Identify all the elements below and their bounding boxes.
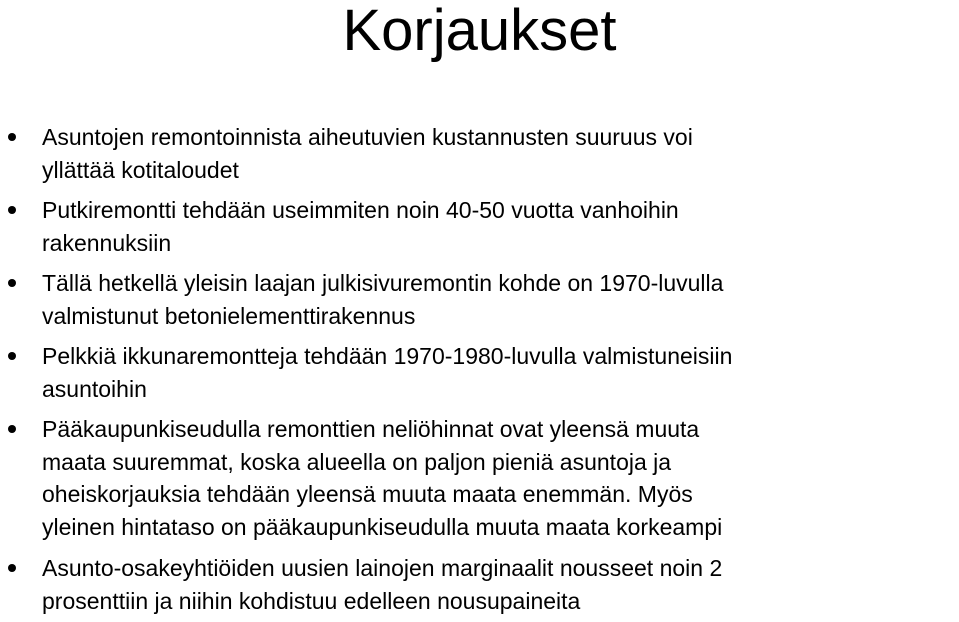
bullet-line: Pääkaupunkiseudulla remonttien neliöhinnat ovat yleensä muuta xyxy=(42,416,700,442)
bullet-text xyxy=(42,413,957,543)
bullet-dot-icon xyxy=(8,206,16,214)
bullet-text xyxy=(42,267,957,332)
bullet-line: prosenttiin ja niihin kohdistuu edelleen nousupaineita xyxy=(42,587,581,614)
bullet-dot-icon xyxy=(8,279,16,287)
bullet-text xyxy=(42,340,957,405)
bullet-line: valmistunut betonielementtirakennus xyxy=(42,302,416,329)
bullet-dot-icon xyxy=(8,133,16,141)
bullet-line: Tällä hetkellä yleisin laajan julkisivuremontin kohde on 1970-luvulla xyxy=(42,270,724,296)
bullet-dot-icon xyxy=(8,425,16,433)
bullet-line: asuntoihin xyxy=(42,375,147,402)
bullet-text xyxy=(42,194,957,259)
bullet-line: oheiskorjauksia tehdään yleensä muuta maata enemmän. Myös xyxy=(42,481,693,507)
bullet-text xyxy=(42,552,957,617)
bullet-text xyxy=(42,121,957,186)
bullet-line: yleinen hintataso on pääkaupunkiseudulla muuta maata korkeampi xyxy=(42,513,723,540)
bullet-line: Asunto-osakeyhtiöiden uusien lainojen marginaalit nousseet noin 2 xyxy=(42,555,723,581)
bullet-line: yllättää kotitaloudet xyxy=(42,156,239,183)
slide-title: Korjaukset xyxy=(342,0,617,63)
bullet-line: Pelkkiä ikkunaremontteja tehdään 1970-1980-luvulla valmistuneisiin xyxy=(42,343,733,369)
bullet-line: rakennuksiin xyxy=(42,229,172,256)
bullet-dot-icon xyxy=(8,352,16,360)
bullet-line: Putkiremontti tehdään useimmiten noin 40-50 vuotta vanhoihin xyxy=(42,197,679,223)
bullet-line: Asuntojen remontoinnista aiheutuvien kustannusten suuruus voi xyxy=(42,124,693,150)
bullet-dot-icon xyxy=(8,564,16,572)
bullet-line: maata suuremmat, koska alueella on paljon pieniä asuntoja ja xyxy=(42,448,672,475)
